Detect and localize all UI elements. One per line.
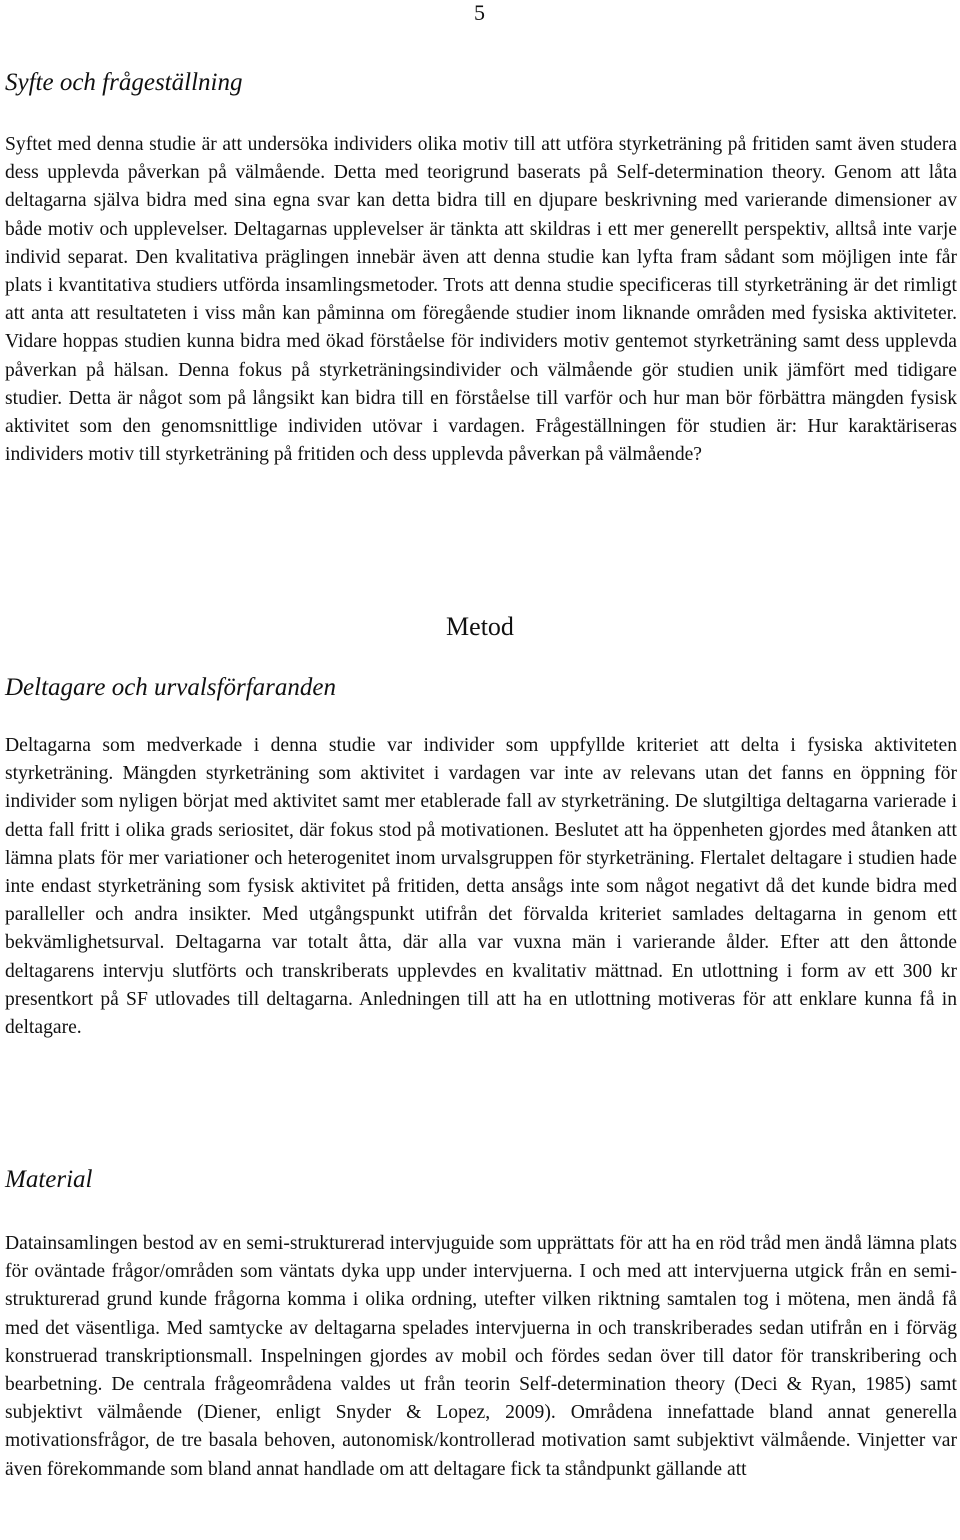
paragraph-syfte: Syftet med denna studie är att undersöka individers olika motiv till att utföra styrketräning på fritiden samt även studera dess upplevda påverkan på välmående. Detta med teorigrund baserats på Self-determination theory. Genom att låta deltagarna själva bidra med sina egna svar kan detta bidra till en djupare beskrivning med varierande dimensioner av både motiv och upplevelser. Deltagarnas upplevelser är tänkta att skildras i ett mer generellt perspektiv, alltså inte varje individ separat. Den kvalitativa präglingen innebär även att denna studie kan lyfta fram sådant som möjligen inte får plats i kvantitativa studiers utförda insamlingsmetoder. Trots att denna studie specificeras till styrketräning är det rimligt att anta att resultateten i viss mån kan påminna om föregående studier inom liknande områden med fysiska aktiviteter. Vidare hoppas studien kunna bidra med ökad förståelse för individers motiv gentemot styrketräning samt dess upplevda påverkan på hälsan. Denna fokus på styrketräningsindivider och välmående gör studien unik jämfört med tidigare studier. Detta är något som på långsikt kan bidra till en förståelse till varför och hur man bör förbättra mängden fysisk aktivitet som den genomsnittlige individen utövar i vardagen. Frågeställningen för studien är: Hur karaktäriseras individers motiv till styrketräning på fritiden och dess upplevda påverkan på välmående? (5, 134, 957, 466)
heading-syfte: Syfte och frågeställning (5, 69, 243, 96)
page-number: 5 (474, 0, 485, 25)
heading-metod: Metod (446, 612, 514, 641)
paragraph-deltagare: Deltagarna som medverkade i denna studie var individer som uppfyllde kriteriet att delta i fysiska aktiviteten styrketräning. Mängden styrketräning som aktivitet i vardagen var inte av relevans utan det fanns en öppning för individer som nyligen börjat med aktivitet samt mer etablerade fall av styrketräning. De slutgiltiga deltagarna varierade i detta fall fritt i olika grads seriositet, där fokus stod på motivationen. Beslutet att ha öppenheten gjordes med åtanken att lämna plats för mer variationer och heterogenitet inom urvalsgruppen för styrketräning. Flertalet deltagare i studien hade inte endast styrketräning som fysisk aktivitet på fritiden, detta ansågs inte som något negativt då det kunde bidra med paralleller och andra insikter. Med utgångspunkt utifrån det förvalda kriteriet samlades deltagarna in genom ett bekvämlighetsurval. Deltagarna var totalt åtta, där alla var vuxna män i varierande ålder. Efter att den åttonde deltagarens intervju slutförts och transkriberats upplevdes en kvalitativ mättnad. En utlottning i form av ett 300 kr presentkort på SF utlovades till deltagarna. Anledningen till att ha en utlottning motiveras för att enklare kunna få in deltagare. (5, 735, 957, 1039)
paragraph-material: Datainsamlingen bestod av en semi-strukturerad intervjuguide som upprättats för att ha en röd tråd men ändå lämna plats för oväntade frågor/områden som väntats dyka upp under intervjuerna. I och med att intervjuerna utgick från en semi-strukturerad grund kunde frågorna komma i olika ordning, utefter vilken riktning samtalen tog i mötena, men ändå få med det väsentliga. Med samtycke av deltagarna spelades intervjuerna in och transkriberades sedan utifrån en i förväg konstruerad transkriptionsmall. Inspelningen gjordes av mobil och fördes sedan över till dator för transkribering och bearbetning. De centrala frågeområdena valdes ut från teorin Self-determination theory (Deci & Ryan, 1985) samt subjektivt välmående (Diener, enligt Snyder & Lopez, 2009). Områdena innefattade bland annat generella motivationsfrågor, de tre basala behoven, autonomisk/kontrollerad motivation samt subjektivt välmående. Vinjetter var även förekommande som bland annat handlade om att deltagare fick ta ståndpunkt gällande att (5, 1233, 957, 1480)
heading-deltagare: Deltagare och urvalsförfaranden (5, 674, 336, 701)
heading-material: Material (5, 1166, 93, 1193)
